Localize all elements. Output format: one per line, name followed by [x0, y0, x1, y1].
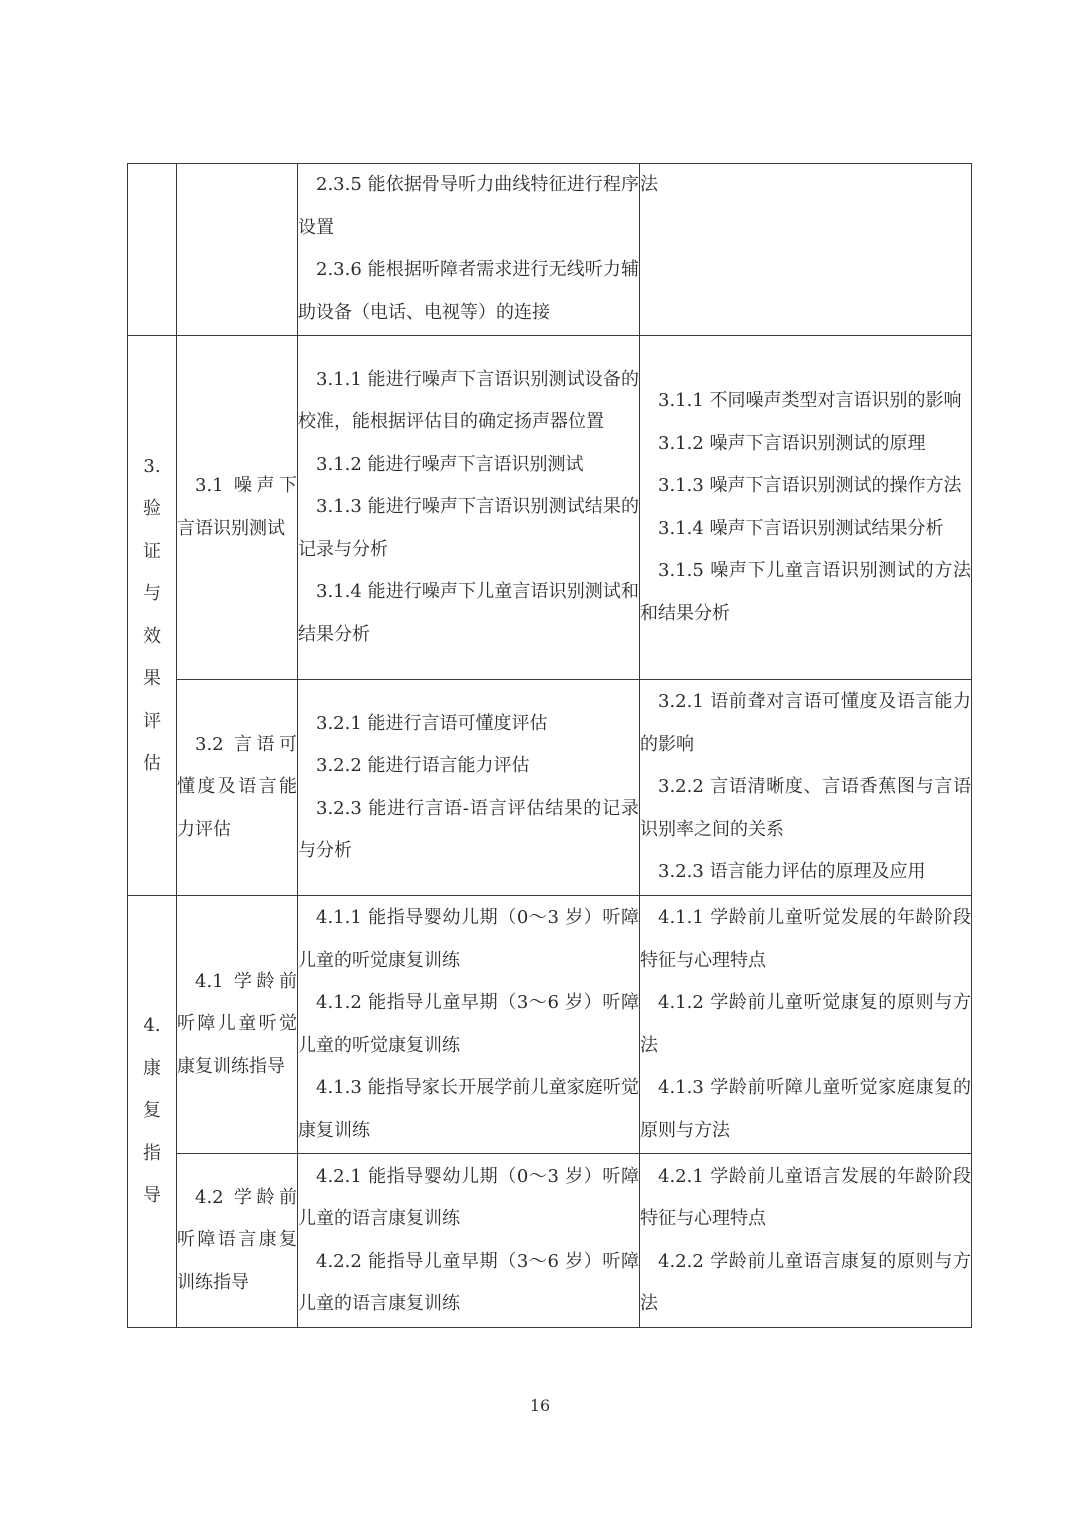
skill-item: 2.3.5 能依据骨导听力曲线特征进行程序设置: [298, 174, 639, 238]
unit-title: 3.1 噪声下言语识别测试: [177, 475, 297, 539]
skill-item: 4.1.2 能指导儿童早期（3～6 岁）听障儿童的听觉康复训练: [298, 992, 639, 1056]
unit-cell: [177, 1154, 298, 1328]
skill-item: 3.1.3 能进行噪声下言语识别测试结果的记录与分析: [298, 496, 639, 560]
table-row: [128, 680, 972, 896]
unit-cell: [177, 164, 298, 336]
page-number: 16: [529, 1396, 551, 1415]
knowledge-cell: [640, 1154, 972, 1328]
table-row: [128, 1154, 972, 1328]
unit-title: 3.2 言语可懂度及语言能力评估: [177, 733, 297, 840]
skill-item: 2.3.6 能根据听障者需求进行无线听力辅助设备（电话、电视等）的连接: [298, 259, 639, 323]
category-number: 4.: [143, 1015, 161, 1037]
skill-item: 3.1.2 能进行噪声下言语识别测试: [316, 453, 584, 475]
category-char: 果: [143, 668, 161, 689]
knowledge-item: 3.1.4 噪声下言语识别测试结果分析: [658, 517, 944, 539]
category-char: 效: [143, 625, 161, 647]
knowledge-item: 3.2.1 语前聋对言语可懂度及语言能力的影响: [640, 691, 971, 755]
knowledge-cell: [640, 164, 972, 336]
knowledge-cell: [640, 336, 972, 680]
knowledge-item: 4.2.2 学龄前儿童语言康复的原则与方法: [640, 1250, 971, 1314]
category-char: 导: [143, 1185, 161, 1207]
skills-cell: [298, 1154, 640, 1328]
knowledge-item: 3.1.3 噪声下言语识别测试的操作方法: [658, 475, 962, 496]
category-cell: [128, 896, 177, 1328]
skills-cell: [298, 336, 640, 680]
skills-cell: [298, 896, 640, 1154]
category-char: 指: [143, 1142, 161, 1164]
knowledge-item: 4.1.1 学龄前儿童听觉发展的年龄阶段特征与心理特点: [640, 907, 971, 971]
standards-table: [127, 163, 972, 1328]
skill-item: 3.1.4 能进行噪声下儿童言语识别测试和结果分析: [298, 581, 639, 645]
category-cell: [128, 164, 177, 336]
category-char: 与: [143, 583, 161, 604]
knowledge-item: 4.1.2 学龄前儿童听觉康复的原则与方法: [640, 992, 971, 1056]
skill-item: 4.2.2 能指导儿童早期（3～6 岁）听障儿童的语言康复训练: [298, 1250, 639, 1314]
table-row: [128, 164, 972, 336]
skills-cell: [298, 164, 640, 336]
skill-item: 3.2.3 能进行言语-语言评估结果的记录与分析: [298, 797, 639, 861]
unit-title: 4.2 学龄前听障语言康复训练指导: [177, 1186, 297, 1293]
category-number: 3.: [143, 455, 161, 477]
knowledge-item: 3.1.2 噪声下言语识别测试的原理: [658, 432, 926, 454]
category-char: 证: [143, 540, 161, 562]
knowledge-item: 3.1.1 不同噪声类型对言语识别的影响: [658, 390, 962, 411]
knowledge-cell: [640, 896, 972, 1154]
skills-cell: [298, 680, 640, 896]
knowledge-item: 3.1.5 噪声下儿童言语识别测试的方法和结果分析: [640, 560, 971, 624]
unit-cell: [177, 896, 298, 1154]
category-char: 评: [143, 710, 161, 732]
category-char: 估: [143, 753, 161, 774]
unit-title: 4.1 学龄前听障儿童听觉康复训练指导: [177, 970, 297, 1077]
skill-item: 3.1.1 能进行噪声下言语识别测试设备的校准，能根据评估目的确定扬声器位置: [298, 368, 639, 433]
knowledge-item: 4.1.3 学龄前听障儿童听觉家庭康复的原则与方法: [640, 1077, 971, 1141]
skill-item: 3.2.1 能进行言语可懂度评估: [316, 712, 548, 734]
category-char: 复: [143, 1100, 161, 1122]
knowledge-item: 3.2.3 语言能力评估的原理及应用: [658, 861, 926, 883]
skill-item: 3.2.2 能进行语言能力评估: [316, 755, 530, 776]
category-cell: [128, 336, 177, 896]
skill-item: 4.1.3 能指导家长开展学前儿童家庭听觉康复训练: [298, 1077, 639, 1141]
table-row: [128, 896, 972, 1154]
unit-cell: [177, 336, 298, 680]
knowledge-item: 法: [640, 174, 658, 195]
unit-cell: [177, 680, 298, 896]
table-row: [128, 336, 972, 680]
knowledge-item: 4.2.1 学龄前儿童语言发展的年龄阶段特征与心理特点: [640, 1165, 971, 1229]
knowledge-item: 3.2.2 言语清晰度、言语香蕉图与言语识别率之间的关系: [640, 776, 971, 840]
skill-item: 4.1.1 能指导婴幼儿期（0～3 岁）听障儿童的听觉康复训练: [298, 907, 639, 971]
skill-item: 4.2.1 能指导婴幼儿期（0～3 岁）听障儿童的语言康复训练: [298, 1165, 639, 1229]
knowledge-cell: [640, 680, 972, 896]
category-char: 康: [143, 1057, 161, 1079]
category-char: 验: [143, 498, 161, 519]
